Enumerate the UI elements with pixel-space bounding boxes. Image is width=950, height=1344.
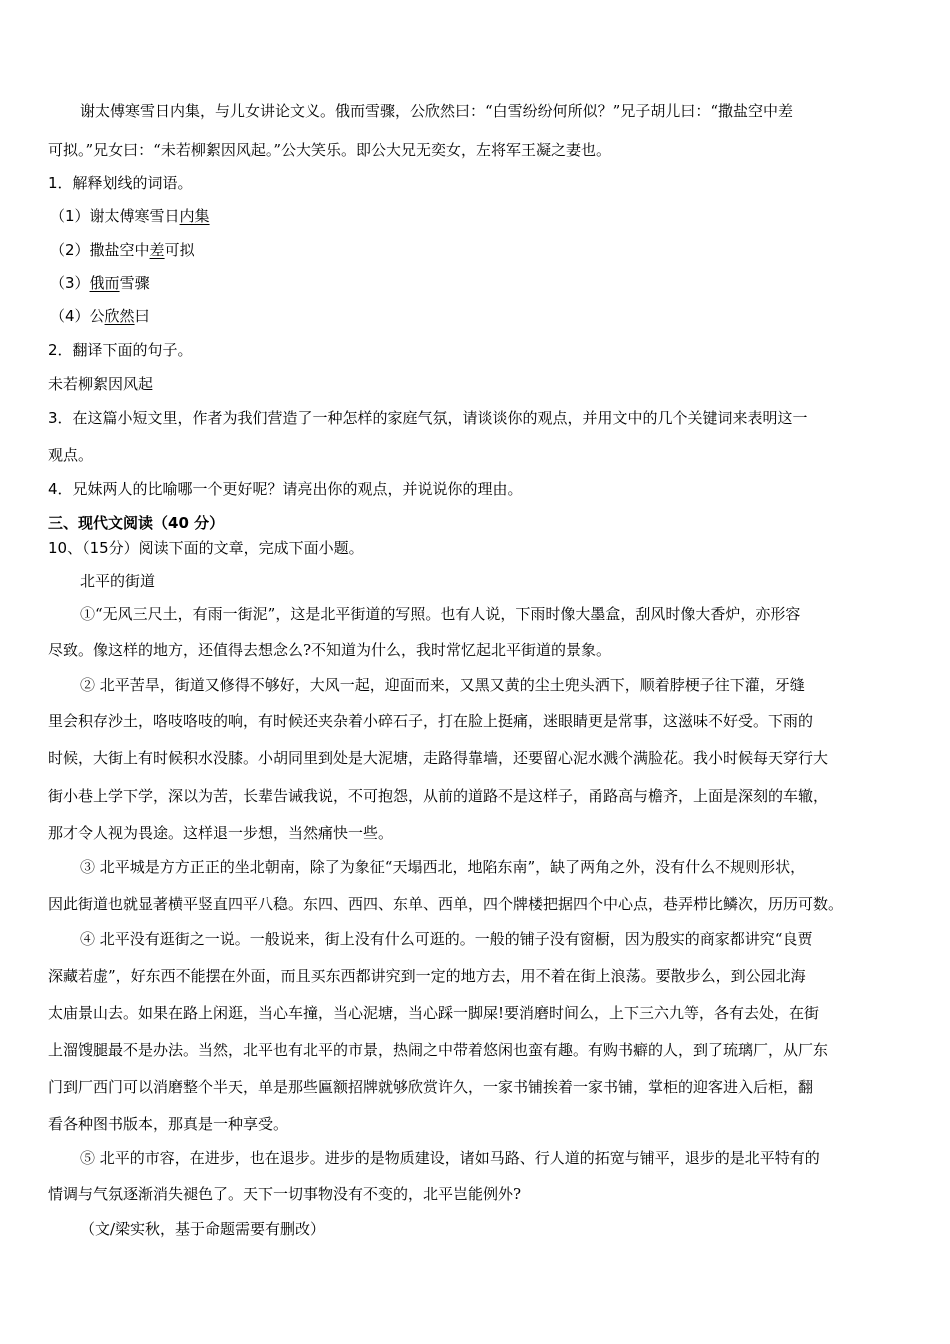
classical-text-line-1: 谢太傅寒雪日内集，与儿女讲论文义。俄而雪骤，公欣然曰：“白雪纷纷何所似？”兄子胡儿曰：“撒盐空中差: [80, 102, 794, 120]
q1-item-1-underlined: 内集: [179, 207, 210, 225]
article-title: 北平的街道: [80, 572, 156, 590]
q1-item-4-prefix: （4）公: [50, 307, 105, 325]
question-3-line-1: 3．在这篇小短文里，作者为我们营造了一种怎样的家庭气氛，请谈谈你的观点，并用文中的几个关键词来表明这一: [48, 409, 808, 427]
question-3-line-2: 观点。: [48, 446, 94, 464]
paragraph-4-line: 深藏若虚”，好东西不能摆在外面，而且买东西都讲究到一定的地方去，用不着在街上浪荡。要散步么，到公园北海: [48, 967, 806, 985]
article-source: （文/梁实秋，基于命题需要有删改）: [80, 1220, 326, 1238]
question-1-item-1: [50, 206, 908, 226]
q1-item-3-underlined: 俄而: [89, 274, 120, 292]
paragraph-2-line: 那才令人视为畏途。这样退一步想，当然痛快一些。: [48, 824, 394, 842]
q1-item-4-underlined: 欣然: [104, 307, 135, 325]
q1-item-3-suffix: 雪骤: [119, 274, 150, 292]
question-10-instruction: 10、（15分）阅读下面的文章，完成下面小题。: [48, 539, 364, 557]
paragraph-2-line: 街小巷上学下学，深以为苦，长辈告诫我说，不可抱怨，从前的道路不是这样子，甬路高与檐齐，上面是深刻的车辙，: [48, 787, 829, 805]
question-1-item-3: [50, 273, 908, 293]
question-1-item-4: [50, 306, 908, 326]
paragraph-1-line: ①“无风三尺土，有雨一街泥”，这是北平街道的写照。也有人说，下雨时像大墨盒，刮风时像大香炉，亦形容: [80, 605, 801, 623]
question-4: 4．兄妹两人的比喻哪一个更好呢？请亮出你的观点，并说说你的理由。: [48, 480, 523, 498]
paragraph-2-line: 里会积存沙土，咯吱咯吱的响，有时候还夹杂着小碎石子，打在脸上挺痛，迷眼睛更是常事，这滋味不好受。下雨的: [48, 712, 814, 730]
q1-item-2-underlined: 差: [149, 241, 165, 259]
paragraph-2-line: ② 北平苦旱，街道又修得不够好，大风一起，迎面而来，又黑又黄的尘土兜头洒下，顺着脖梗子往下灌，牙缝: [80, 676, 805, 694]
q1-item-2-prefix: （2）撒盐空中: [50, 241, 150, 259]
paragraph-4-line: 门到厂西门可以消磨整个半天，单是那些匾额招牌就够欣赏许久，一家书铺挨着一家书铺，掌柜的迎客进入后柜，翻: [48, 1078, 814, 1096]
paragraph-3-line: ③ 北平城是方方正正的坐北朝南，除了为象征“天塌西北，地陷东南”，缺了两角之外，没有什么不规则形状，: [80, 858, 806, 876]
question-2-title: 2．翻译下面的句子。: [48, 341, 193, 359]
paragraph-1-line: 尽致。像这样的地方，还值得去想念么?不知道为什么，我时常忆起北平街道的景象。: [48, 641, 612, 659]
paragraph-2-line: 时候，大街上有时候积水没膝。小胡同里到处是大泥塘，走路得靠墙，还要留心泥水溅个满脸花。我小时候每天穿行大: [48, 749, 829, 767]
q1-item-2-suffix: 可拟: [164, 241, 195, 259]
paragraph-4-line: 太庙景山去。如果在路上闲逛，当心车撞，当心泥塘，当心踩一脚屎!要消磨时间么，上下三六九等，各有去处，在街: [48, 1004, 820, 1022]
q1-item-4-suffix: 曰: [134, 307, 150, 325]
question-1-item-2: [50, 240, 908, 260]
question-1-title: 1．解释划线的词语。: [48, 174, 193, 192]
paragraph-4-line: ④ 北平没有逛街之一说。一般说来，街上没有什么可逛的。一般的铺子没有窗橱，因为殷实的商家都讲究“良贾: [80, 930, 813, 948]
question-2-sentence: 未若柳絮因风起: [48, 375, 154, 393]
classical-text-line-2: 可拟。”兄女曰：“未若柳絮因风起。”公大笑乐。即公大兄无奕女，左将军王凝之妻也。: [48, 141, 612, 159]
paragraph-3-line: 因此街道也就显著横平竖直四平八稳。东四、西四、东单、西单，四个牌楼把据四个中心点，巷弄栉比鳞次，历历可数。: [48, 895, 844, 913]
q1-item-1-prefix: （1）谢太傅寒雪日: [50, 207, 180, 225]
paragraph-5-line: ⑤ 北平的市容，在进步，也在退步。进步的是物质建设，诸如马路、行人道的拓宽与铺平，退步的是北平特有的: [80, 1149, 820, 1167]
q1-item-3-prefix: （3）: [50, 274, 90, 292]
paragraph-4-line: 看各种图书版本，那真是一种享受。: [48, 1115, 289, 1133]
paragraph-5-line: 情调与气氛逐渐消失褪色了。天下一切事物没有不变的，北平岂能例外?: [48, 1185, 522, 1203]
section-heading: 三、现代文阅读（40 分）: [48, 514, 225, 532]
paragraph-4-line: 上溜馊腿最不是办法。当然，北平也有北平的市景，热闹之中带着悠闲也蛮有趣。有购书癖的人，到了琉璃厂，从厂东: [48, 1041, 829, 1059]
